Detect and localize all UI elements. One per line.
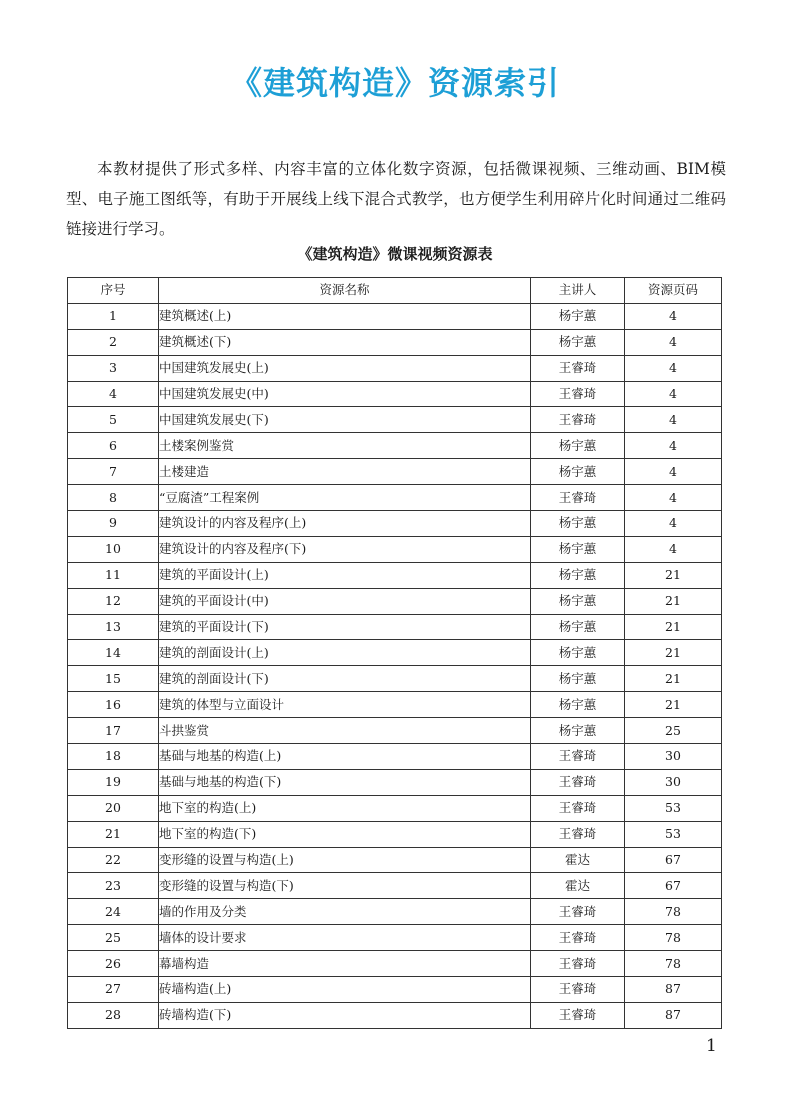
cell-index: 17 [68, 718, 159, 744]
page-number: 1 [706, 1036, 717, 1056]
cell-speaker: 王睿琦 [531, 769, 625, 795]
cell-index: 8 [68, 485, 159, 511]
cell-resource-name: 基础与地基的构造(上) [159, 744, 531, 770]
table-row [68, 899, 722, 925]
table-row [68, 744, 722, 770]
cell-page: 21 [625, 692, 722, 718]
cell-speaker: 王睿琦 [531, 821, 625, 847]
cell-resource-name: 土楼案例鉴赏 [159, 433, 531, 459]
cell-index: 24 [68, 899, 159, 925]
header-speaker: 主讲人 [531, 278, 625, 304]
cell-page: 67 [625, 847, 722, 873]
cell-resource-name: 墙的作用及分类 [159, 899, 531, 925]
cell-index: 2 [68, 329, 159, 355]
resource-table [67, 277, 722, 1029]
cell-speaker: 杨宇蕙 [531, 303, 625, 329]
table-row [68, 588, 722, 614]
cell-resource-name: 建筑设计的内容及程序(下) [159, 536, 531, 562]
cell-page: 4 [625, 329, 722, 355]
cell-index: 10 [68, 536, 159, 562]
cell-resource-name: 建筑的体型与立面设计 [159, 692, 531, 718]
cell-resource-name: 斗拱鉴赏 [159, 718, 531, 744]
header-page: 资源页码 [625, 278, 722, 304]
table-row [68, 977, 722, 1003]
cell-index: 27 [68, 977, 159, 1003]
cell-index: 19 [68, 769, 159, 795]
cell-page: 4 [625, 433, 722, 459]
cell-speaker: 杨宇蕙 [531, 459, 625, 485]
cell-speaker: 霍达 [531, 873, 625, 899]
cell-index: 22 [68, 847, 159, 873]
cell-resource-name: 变形缝的设置与构造(上) [159, 847, 531, 873]
cell-page: 78 [625, 925, 722, 951]
cell-resource-name: 地下室的构造(上) [159, 795, 531, 821]
page-title: 《建筑构造》资源索引 [229, 64, 560, 102]
cell-resource-name: 建筑的剖面设计(下) [159, 666, 531, 692]
cell-resource-name: 土楼建造 [159, 459, 531, 485]
cell-page: 87 [625, 977, 722, 1003]
table-row [68, 873, 722, 899]
cell-index: 15 [68, 666, 159, 692]
cell-page: 21 [625, 666, 722, 692]
cell-index: 21 [68, 821, 159, 847]
table-row [68, 407, 722, 433]
cell-index: 14 [68, 640, 159, 666]
cell-resource-name: 中国建筑发展史(中) [159, 381, 531, 407]
cell-resource-name: 幕墙构造 [159, 951, 531, 977]
table-row [68, 666, 722, 692]
cell-speaker: 王睿琦 [531, 795, 625, 821]
table-row [68, 769, 722, 795]
cell-index: 18 [68, 744, 159, 770]
table-row [68, 562, 722, 588]
cell-speaker: 杨宇蕙 [531, 511, 625, 537]
cell-index: 5 [68, 407, 159, 433]
cell-speaker: 霍达 [531, 847, 625, 873]
cell-page: 78 [625, 951, 722, 977]
table-row [68, 433, 722, 459]
table-row [68, 718, 722, 744]
cell-page: 4 [625, 407, 722, 433]
cell-resource-name: 建筑的平面设计(下) [159, 614, 531, 640]
cell-speaker: 杨宇蕙 [531, 562, 625, 588]
cell-speaker: 杨宇蕙 [531, 536, 625, 562]
table-row [68, 511, 722, 537]
table-row [68, 329, 722, 355]
table-row [68, 640, 722, 666]
cell-index: 13 [68, 614, 159, 640]
table-row [68, 1002, 722, 1028]
cell-page: 53 [625, 795, 722, 821]
cell-page: 4 [625, 381, 722, 407]
cell-resource-name: 建筑的剖面设计(上) [159, 640, 531, 666]
cell-page: 78 [625, 899, 722, 925]
cell-page: 4 [625, 459, 722, 485]
cell-page: 4 [625, 536, 722, 562]
cell-speaker: 杨宇蕙 [531, 666, 625, 692]
table-row [68, 303, 722, 329]
cell-speaker: 王睿琦 [531, 951, 625, 977]
cell-resource-name: 墙体的设计要求 [159, 925, 531, 951]
cell-resource-name: 中国建筑发展史(下) [159, 407, 531, 433]
cell-index: 6 [68, 433, 159, 459]
cell-resource-name: 基础与地基的构造(下) [159, 769, 531, 795]
table-title: 《建筑构造》微课视频资源表 [297, 245, 493, 263]
cell-page: 4 [625, 485, 722, 511]
cell-speaker: 王睿琦 [531, 977, 625, 1003]
table-row [68, 355, 722, 381]
cell-page: 21 [625, 588, 722, 614]
table-row [68, 614, 722, 640]
cell-resource-name: 建筑概述(上) [159, 303, 531, 329]
cell-resource-name: 砖墙构造(上) [159, 977, 531, 1003]
cell-index: 28 [68, 1002, 159, 1028]
header-index: 序号 [68, 278, 159, 304]
cell-speaker: 杨宇蕙 [531, 640, 625, 666]
table-row [68, 536, 722, 562]
cell-page: 21 [625, 562, 722, 588]
cell-speaker: 王睿琦 [531, 355, 625, 381]
table-row [68, 381, 722, 407]
cell-page: 21 [625, 640, 722, 666]
cell-speaker: 王睿琦 [531, 899, 625, 925]
cell-resource-name: 中国建筑发展史(上) [159, 355, 531, 381]
cell-index: 7 [68, 459, 159, 485]
cell-index: 25 [68, 925, 159, 951]
cell-page: 4 [625, 511, 722, 537]
cell-page: 21 [625, 614, 722, 640]
cell-page: 25 [625, 718, 722, 744]
cell-speaker: 杨宇蕙 [531, 718, 625, 744]
cell-speaker: 王睿琦 [531, 925, 625, 951]
table-row [68, 951, 722, 977]
cell-resource-name: 建筑的平面设计(上) [159, 562, 531, 588]
cell-resource-name: “豆腐渣”工程案例 [159, 485, 531, 511]
cell-page: 67 [625, 873, 722, 899]
table-row [68, 795, 722, 821]
cell-resource-name: 建筑设计的内容及程序(上) [159, 511, 531, 537]
cell-resource-name: 砖墙构造(下) [159, 1002, 531, 1028]
cell-page: 53 [625, 821, 722, 847]
cell-speaker: 王睿琦 [531, 485, 625, 511]
header-resource-name: 资源名称 [159, 278, 531, 304]
cell-resource-name: 变形缝的设置与构造(下) [159, 873, 531, 899]
cell-speaker: 杨宇蕙 [531, 692, 625, 718]
cell-resource-name: 建筑概述(下) [159, 329, 531, 355]
table-row [68, 821, 722, 847]
cell-speaker: 王睿琦 [531, 1002, 625, 1028]
cell-speaker: 杨宇蕙 [531, 433, 625, 459]
cell-page: 30 [625, 744, 722, 770]
cell-speaker: 王睿琦 [531, 744, 625, 770]
cell-index: 9 [68, 511, 159, 537]
cell-speaker: 杨宇蕙 [531, 329, 625, 355]
cell-index: 20 [68, 795, 159, 821]
cell-page: 4 [625, 355, 722, 381]
cell-speaker: 王睿琦 [531, 407, 625, 433]
cell-speaker: 王睿琦 [531, 381, 625, 407]
cell-index: 12 [68, 588, 159, 614]
cell-index: 4 [68, 381, 159, 407]
cell-index: 3 [68, 355, 159, 381]
table-row [68, 459, 722, 485]
cell-index: 11 [68, 562, 159, 588]
table-header-row [68, 278, 722, 304]
cell-speaker: 杨宇蕙 [531, 588, 625, 614]
cell-index: 1 [68, 303, 159, 329]
table-row [68, 847, 722, 873]
cell-resource-name: 地下室的构造(下) [159, 821, 531, 847]
cell-speaker: 杨宇蕙 [531, 614, 625, 640]
table-row [68, 925, 722, 951]
cell-index: 23 [68, 873, 159, 899]
table-row [68, 692, 722, 718]
cell-page: 4 [625, 303, 722, 329]
table-row [68, 485, 722, 511]
intro-paragraph: 本教材提供了形式多样、内容丰富的立体化数字资源，包括微课视频、三维动画、BIM模型、电子施工图纸等，有助于开展线上线下混合式教学，也方便学生利用碎片化时间通过二维码链接进行学习。 [66, 159, 726, 238]
cell-index: 26 [68, 951, 159, 977]
cell-page: 30 [625, 769, 722, 795]
cell-page: 87 [625, 1002, 722, 1028]
cell-resource-name: 建筑的平面设计(中) [159, 588, 531, 614]
cell-index: 16 [68, 692, 159, 718]
